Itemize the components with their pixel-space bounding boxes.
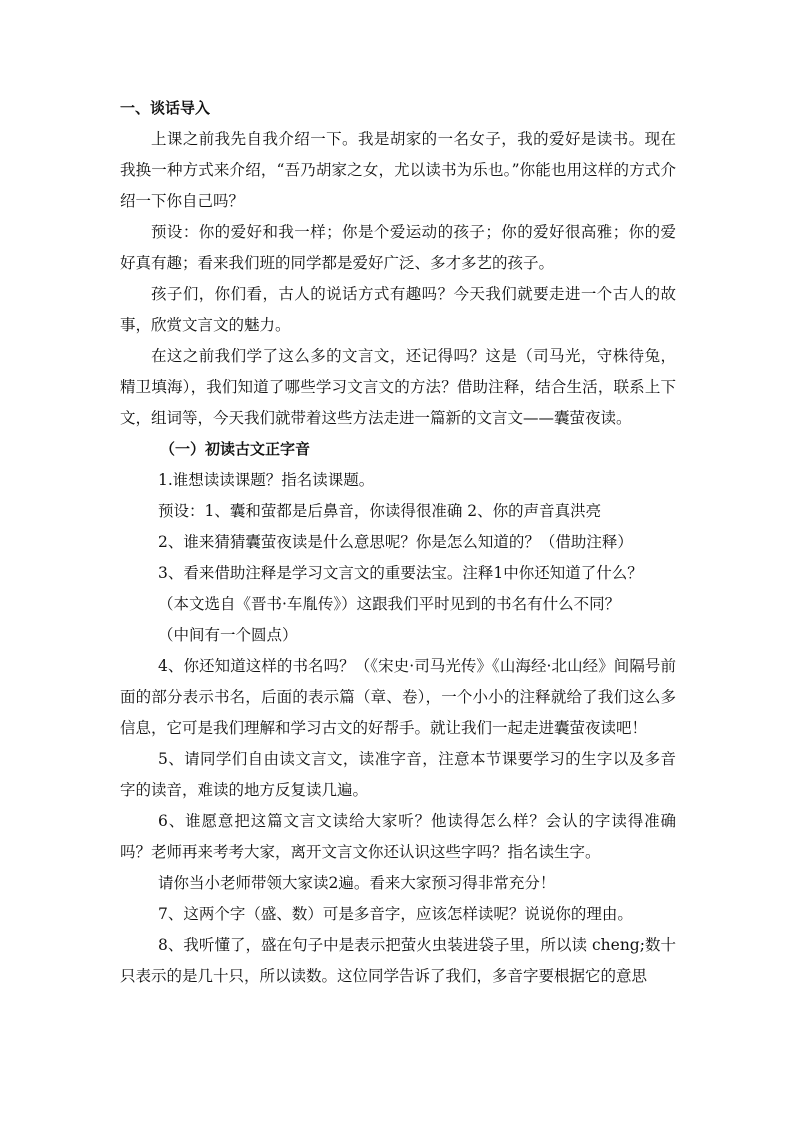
question-1: 1.谁想读读课题？指名读课题。 xyxy=(158,471,375,489)
question-3-line-3: （中间有一个圆点） xyxy=(158,626,298,644)
question-6-line-2: 请你当小老师带领大家读2遍。看来大家预习得非常充分！ xyxy=(158,874,556,892)
section-heading-intro: 一、谈话导入 xyxy=(120,99,211,117)
question-1-preset: 预设：1、囊和萤都是后鼻音，你读得很准确 2、你的声音真洪亮 xyxy=(158,502,602,520)
paragraph-ancient-speech: 孩子们，你们看，古人的说话方式有趣吗？今天我们就要走进一个古人的故事，欣赏文言文的魅力。 xyxy=(120,285,676,334)
question-5: 5、请同学们自由读文言文，读准字音，注意本节课要学习的生字以及多音字的读音，难读的地方反复读几遍。 xyxy=(120,750,676,799)
question-8: 8、我听懂了，盛在句子中是表示把萤火虫装进袋子里，所以读 cheng;数十只表示的是几十只，所以读数。这位同学告诉了我们，多音字要根据它的意思 xyxy=(120,936,676,985)
question-3-line-2: （本文选自《晋书·车胤传》）这跟我们平时见到的书名有什么不同？ xyxy=(158,595,621,613)
question-6: 6、谁愿意把这篇文言文读给大家听？他读得怎么样？会认的字读得准确吗？老师再来考考大家，离开文言文你还认识这些字吗？指名读生字。 xyxy=(120,812,676,861)
question-4: 4、你还知道这样的书名吗？（《宋史·司马光传》《山海经·北山经》间隔号前面的部分表示书名，后面的表示篇（章、卷），一个小小的注释就给了我们这么多信息，它可是我们理解和学习古文的好帮手。就让我们一起走进囊萤夜读吧！ xyxy=(120,657,676,737)
question-3: 3、看来借助注释是学习文言文的重要法宝。注释1中你还知道了什么？ xyxy=(158,564,643,582)
paragraph-preset-answers: 预设：你的爱好和我一样；你是个爱运动的孩子；你的爱好很高雅；你的爱好真有趣；看来我们班的同学都是爱好广泛、多才多艺的孩子。 xyxy=(120,223,676,272)
document-page xyxy=(120,93,676,992)
paragraph-review-methods: 在这之前我们学了这么多的文言文，还记得吗？这是（司马光，守株待兔，精卫填海），我们知道了哪些学习文言文的方法？借助注释，结合生活，联系上下文，组词等，今天我们就带着这些方法走进一篇新的文言文——囊萤夜读。 xyxy=(120,347,676,427)
question-7: 7、这两个字（盛、数）可是多音字，应该怎样读呢？说说你的理由。 xyxy=(158,905,633,923)
paragraph-self-intro: 上课之前我先自我介绍一下。我是胡家的一名女子，我的爱好是读书。现在我换一种方式来介绍，“吾乃胡家之女，尤以读书为乐也。”你能也用这样的方式介绍一下你自己吗？ xyxy=(120,130,676,210)
subsection-heading-first-reading: （一）初读古文正字音 xyxy=(160,440,311,458)
question-2: 2、谁来猜猜囊萤夜读是什么意思呢？你是怎么知道的？（借助注释） xyxy=(158,533,633,551)
